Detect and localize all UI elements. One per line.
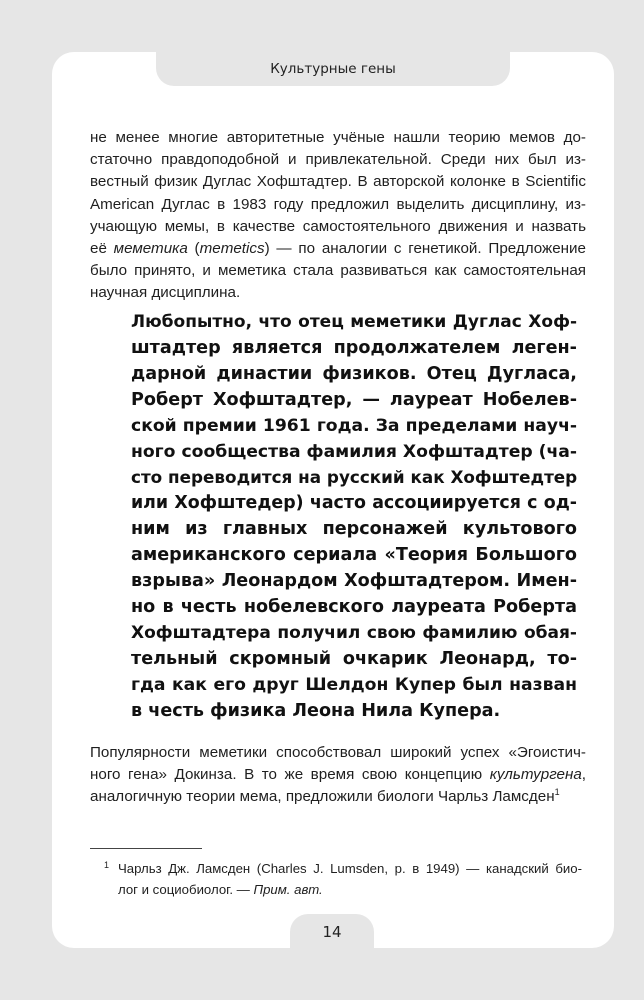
text-line [90, 764, 586, 786]
quote-line: дарной династии физиков. Отец Дугласа, [131, 363, 577, 384]
text-line: статочно правдоподобной и привлекательной. Среди них был из- [90, 151, 586, 169]
footnote-line [118, 879, 582, 900]
term-memetics: memetics [199, 240, 265, 258]
text-line: American Дуглас в 1983 году предложил выделить дисциплину, из- [90, 195, 586, 213]
text-line: вестный физик Дуглас Хофштадтер. В авторской колонке в Scientific [90, 173, 586, 191]
quote-line: Роберт Хофштадтер, — лауреат Нобелев- [131, 389, 577, 410]
text-line [90, 786, 586, 808]
text-line [90, 238, 586, 260]
footnote-line: Чарльз Дж. Ламсден (Charles J. Lumsden, р. в 1949) — канадский био- [118, 861, 582, 876]
quote-line: гда как его друг Шелдон Купер был назван [131, 674, 577, 695]
running-header [156, 52, 510, 86]
text-line: учающую мемы, в качестве самостоятельного движения и назвать [90, 217, 586, 235]
term-kulturgen: культургена [489, 766, 582, 784]
footnote-reference[interactable]: 1 [554, 787, 560, 798]
paragraph-3 [90, 742, 586, 809]
text-line: научная дисциплина. [90, 284, 241, 302]
text-run: аналогичную теории мема, предложили биологи Чарльз Ламсден [90, 788, 555, 806]
text-line: было принято, и меметика стала развиваться как самостоятельная [90, 262, 586, 280]
footnote-mark: 1 [104, 860, 110, 870]
quote-line: Любопытно, что отец меметики Дуглас Хоф- [131, 312, 577, 332]
quote-line: американского сериала «Теория Большого [131, 545, 577, 566]
term-memetika: меметика [113, 240, 188, 258]
quote-line: но в честь нобелевского лауреата Роберта [131, 596, 577, 617]
quote-line: взрыва» Леонардом Хофштадтером. Имен- [131, 571, 577, 592]
quote-line: ним из главных персонажей культового [131, 519, 577, 540]
text-run: , [581, 766, 586, 784]
text-run: её [90, 240, 114, 258]
footnote [104, 858, 582, 900]
text-run: лог и социобиолог. — [118, 882, 254, 897]
page-number: 14 [322, 923, 342, 941]
quote-line: сто переводится на русский как Хофштедтер [131, 467, 578, 488]
text-run: ( [187, 240, 200, 258]
quote-line: в честь физика Леона Нила Купера. [131, 700, 501, 721]
highlight-quote [131, 310, 577, 725]
quote-line: ской премии 1961 года. За пределами науч- [131, 415, 577, 436]
quote-line: или Хофштедер) часто ассоциируется с од- [131, 493, 577, 514]
text-run: ного гена» Докинза. В то же время свою концепцию [90, 766, 490, 784]
chapter-title: Культурные гены [270, 61, 396, 77]
text-line: не менее многие авторитетные учёные нашли теорию мемов до- [90, 129, 586, 146]
quote-line: ного сообщества фамилия Хофштадтер (ча- [131, 441, 578, 462]
author-note: Прим. авт. [253, 882, 323, 897]
text-line: Популярности меметики способствовал широкий успех «Эгоистич- [90, 744, 586, 761]
footnote-separator [90, 848, 202, 849]
page-number-tab [290, 914, 374, 950]
paragraph-1 [90, 127, 586, 305]
quote-line: штадтер является продолжателем леген- [131, 337, 577, 358]
quote-line: тельный скромный очкарик Леонард, то- [131, 648, 577, 669]
quote-line: Хофштадтера получил свою фамилию обая- [131, 622, 577, 643]
text-run: ) — по аналогии с генетикой. Предложение [264, 240, 586, 258]
